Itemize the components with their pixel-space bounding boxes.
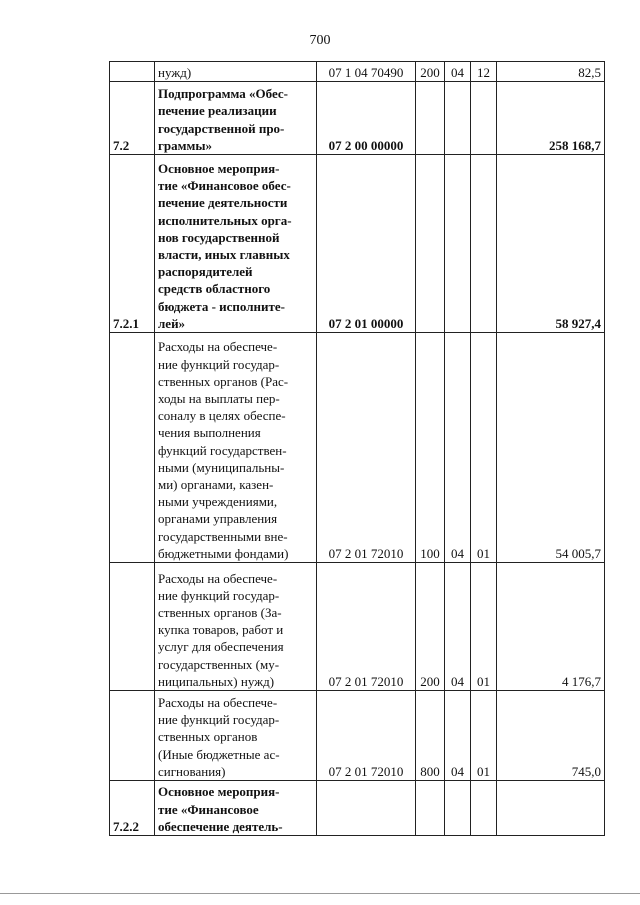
section-code: [445, 82, 471, 155]
table-row: [110, 781, 605, 836]
expense-type-code: 200: [416, 62, 445, 82]
subsection-code: 01: [471, 563, 497, 691]
expense-type-code: [416, 82, 445, 155]
amount: 4 176,7: [497, 563, 605, 691]
row-number: 7.2.1: [110, 155, 155, 333]
row-description: Основное мероприя- тие «Финансовое обеспечение деятель-: [155, 781, 317, 836]
row-number: [110, 691, 155, 781]
subsection-code: [471, 155, 497, 333]
subsection-code: 01: [471, 333, 497, 563]
row-description: Расходы на обеспече- ние функций государ- ственных органов (За- купка товаров, работ и услуг для обеспечения государственных (му- ниципальных) нужд): [155, 563, 317, 691]
section-code: [445, 155, 471, 333]
section-code: 04: [445, 333, 471, 563]
amount: 258 168,7: [497, 82, 605, 155]
subsection-code: 01: [471, 691, 497, 781]
amount: 745,0: [497, 691, 605, 781]
subsection-code: [471, 781, 497, 836]
section-code: 04: [445, 563, 471, 691]
section-code: 04: [445, 691, 471, 781]
table-row: [110, 333, 605, 563]
expense-type-code: 200: [416, 563, 445, 691]
target-article-code: 07 2 01 72010: [317, 691, 416, 781]
amount: 54 005,7: [497, 333, 605, 563]
row-number: 7.2: [110, 82, 155, 155]
target-article-code: [317, 781, 416, 836]
page-bottom-rule: [0, 893, 640, 894]
row-number: [110, 62, 155, 82]
row-number: [110, 563, 155, 691]
expense-type-code: 100: [416, 333, 445, 563]
page-number: 700: [309, 33, 331, 48]
section-code: 04: [445, 62, 471, 82]
table-row: [110, 82, 605, 155]
row-description: Расходы на обеспече- ние функций государ- ственных органов (Рас- ходы на выплаты пер- соналу в целях обеспе- чения выполнения функций государствен- ными (муниципальны- ми) органами, казен- ными учреждениями, органами управления государственными вне- бюджетными фондами): [155, 333, 317, 563]
amount: [497, 781, 605, 836]
table-row: [110, 563, 605, 691]
section-code: [445, 781, 471, 836]
target-article-code: 07 2 00 00000: [317, 82, 416, 155]
row-description: Основное мероприя- тие «Финансовое обес- печение деятельности исполнительных орга- нов государственной власти, иных главных распорядителей средств областного бюджета - исполните- лей»: [155, 155, 317, 333]
row-description: Подпрограмма «Обес- печение реализации государственной про- граммы»: [155, 82, 317, 155]
row-description: нужд): [155, 62, 317, 82]
subsection-code: 12: [471, 62, 497, 82]
table-row: [110, 155, 605, 333]
target-article-code: 07 2 01 00000: [317, 155, 416, 333]
target-article-code: 07 2 01 72010: [317, 563, 416, 691]
expense-type-code: 800: [416, 691, 445, 781]
row-number: 7.2.2: [110, 781, 155, 836]
expense-type-code: [416, 781, 445, 836]
target-article-code: 07 2 01 72010: [317, 333, 416, 563]
expense-type-code: [416, 155, 445, 333]
row-description: Расходы на обеспече- ние функций государ- ственных органов (Иные бюджетные ас- сигнования): [155, 691, 317, 781]
table-row: [110, 62, 605, 82]
amount: 82,5: [497, 62, 605, 82]
amount: 58 927,4: [497, 155, 605, 333]
target-article-code: 07 1 04 70490: [317, 62, 416, 82]
row-number: [110, 333, 155, 563]
table-row: [110, 691, 605, 781]
budget-table: [109, 61, 605, 836]
subsection-code: [471, 82, 497, 155]
